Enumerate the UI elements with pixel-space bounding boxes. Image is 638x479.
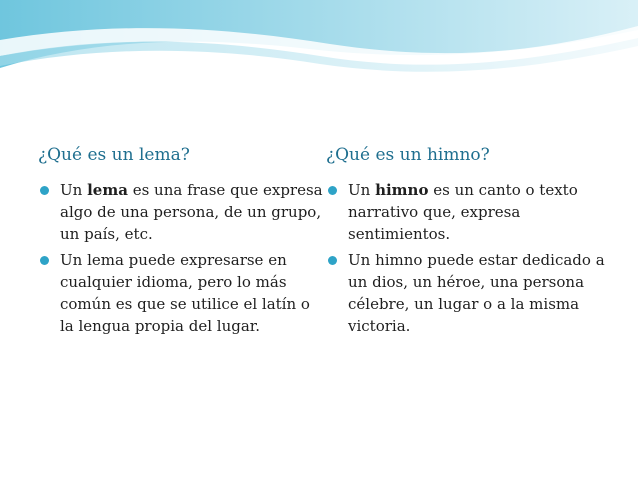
bullet-icon [328,256,337,265]
bullet-icon [328,186,337,195]
right-column [326,143,616,341]
himno-bullet-list [326,179,616,337]
lema-bullet-list [38,179,323,337]
list-item: Un lema puede expresarse en cualquier idioma, pero lo más común es que se utilice el latín o la lengua propia del lugar. [38,249,323,337]
bullet-icon [40,186,49,195]
list-item: Un lema es una frase que expresa algo de una persona, de un grupo, un país, etc. [38,179,323,245]
left-column [38,143,323,341]
lema-heading: ¿Qué es un lema? [38,145,190,165]
list-item: Un himno es un canto o texto narrativo que, expresa sentimientos. [326,179,616,245]
list-item: Un himno puede estar dedicado a un dios, un héroe, una persona célebre, un lugar o a la misma victoria. [326,249,616,337]
himno-heading: ¿Qué es un himno? [326,145,490,165]
header-wave-decoration [0,0,638,75]
bullet-icon [40,256,49,265]
